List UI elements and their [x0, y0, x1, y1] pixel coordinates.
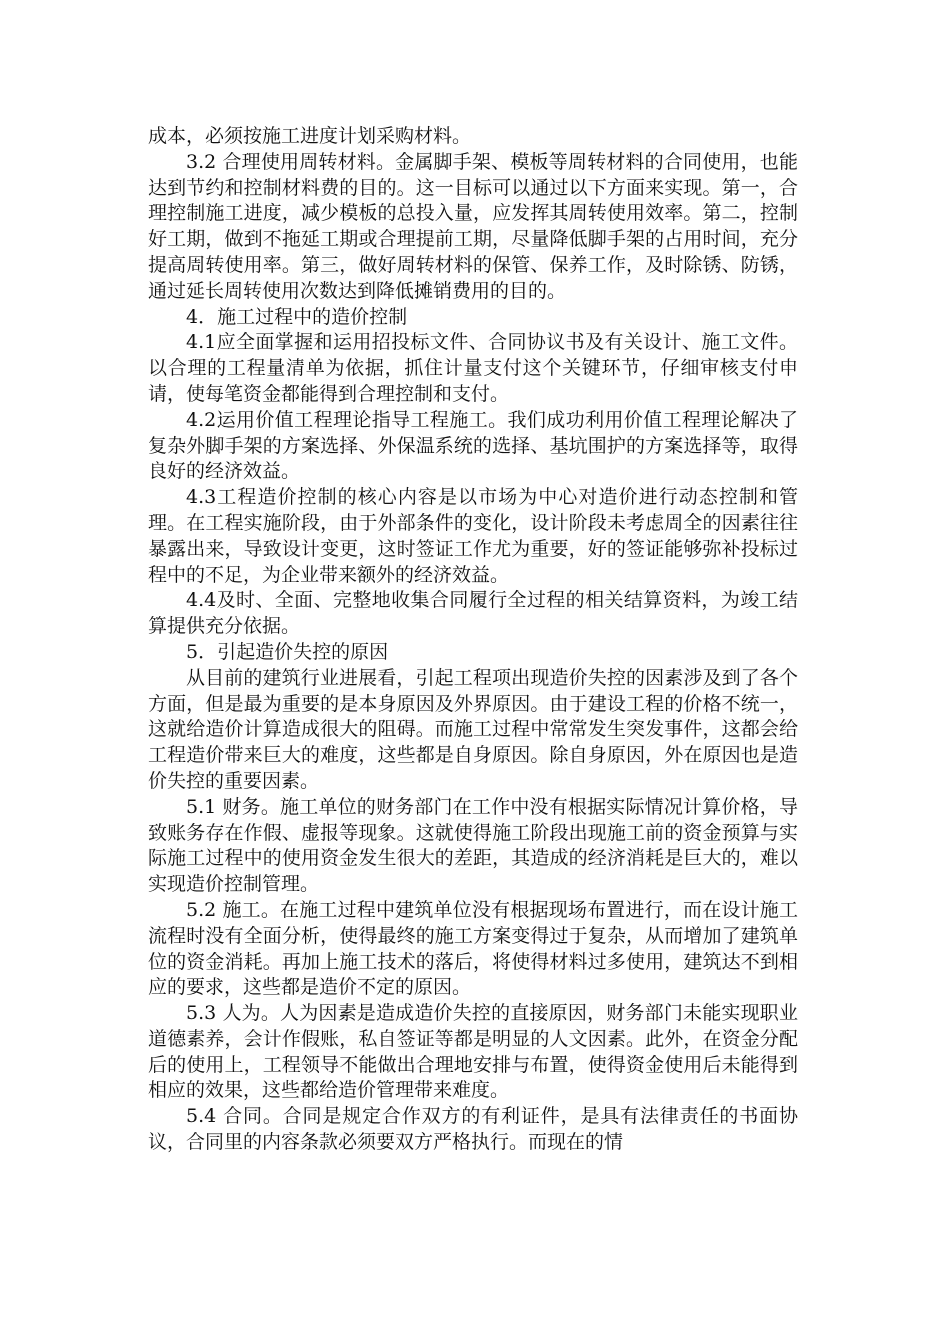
section-3-2-paragraph: 3.2 合理使用周转材料。金属脚手架、模板等周转材料的合同使用，也能达到节约和控制材料费的目的。这一目标可以通过以下方面来实现。第一，合理控制施工进度，减少模板的总投入量，应发挥其周转使用效率。第二，控制好工期，做到不拖延工期或合理提前工期，尽量降低脚手架的占用时间，充分提高周转使用率。第三，做好周转材料的保管、保养工作，及时除锈、防锈，通过延长周转使用次数达到降低摊销费用的目的。 — [148, 150, 798, 302]
section-5-2-paragraph: 5.2 施工。在施工过程中建筑单位没有根据现场布置进行，而在设计施工流程时没有全面分析，使得最终的施工方案变得过于复杂，从而增加了建筑单位的资金消耗。再加上施工技术的落后，将使得材料过多使用，建筑达不到相应的要求，这些都是造价不定的原因。 — [148, 898, 798, 999]
section-4-3-paragraph: 4.3工程造价控制的核心内容是以市场为中心对造价进行动态控制和管理。在工程实施阶段，由于外部条件的变化，设计阶段未考虑周全的因素往往暴露出来，导致设计变更，这时签证工作尤为重要，好的签证能够弥补投标过程中的不足，为企业带来额外的经济效益。 — [148, 486, 798, 586]
section-5-heading: 5．引起造价失控的原因 — [186, 640, 389, 663]
document-page — [148, 124, 798, 1156]
section-5-1-paragraph: 5.1 财务。施工单位的财务部门在工作中没有根据实际情况计算价格，导致账务存在作假、虚报等现象。这就使得施工阶段出现施工前的资金预算与实际施工过程中的使用资金发生很大的差距，其造成的经济消耗是巨大的，难以实现造价控制管理。 — [148, 795, 798, 896]
section-4-1-paragraph: 4.1应全面掌握和运用招投标文件、合同协议书及有关设计、施工文件。以合理的工程量清单为依据，抓住计量支付这个关键环节，仔细审核支付申请，使每笔资金都能得到合理控制和支付。 — [148, 331, 798, 405]
section-5-4-paragraph: 5.4 合同。合同是规定合作双方的有利证件，是具有法律责任的书面协议，合同里的内容条款必须要双方严格执行。而现在的情 — [148, 1105, 798, 1154]
section-4-2-paragraph: 4.2运用价值工程理论指导工程施工。我们成功利用价值工程理论解决了复杂外脚手架的方案选择、外保温系统的选择、基坑围护的方案选择等，取得良好的经济效益。 — [148, 408, 798, 483]
section-5-3-paragraph: 5.3 人为。人为因素是造成造价失控的直接原因，财务部门未能实现职业道德素养，会计作假账，私自签证等都是明显的人文因素。此外，在资金分配后的使用上，工程领导不能做出合理地安排与布置，使得资金使用后未能得到相应的效果，这些都给造价管理带来难度。 — [148, 1002, 798, 1102]
continuation-paragraph: 成本，必须按施工进度计划采购材料。 — [148, 125, 472, 147]
section-5-intro-paragraph: 从目前的建筑行业进展看，引起工程项出现造价失控的因素涉及到了各个方面，但是最为重要的是本身原因及外界原因。由于建设工程的价格不统一，这就给造价计算造成很大的阻碍。而施工过程中常常发生突发事件，这都会给工程造价带来巨大的难度，这些都是自身原因。除自身原因，外在原因也是造价失控的重要因素。 — [148, 666, 798, 792]
section-4-heading: 4．施工过程中的造价控制 — [186, 305, 408, 328]
section-4-4-paragraph: 4.4及时、全面、完整地收集合同履行全过程的相关结算资料，为竣工结算提供充分依据。 — [148, 589, 798, 638]
